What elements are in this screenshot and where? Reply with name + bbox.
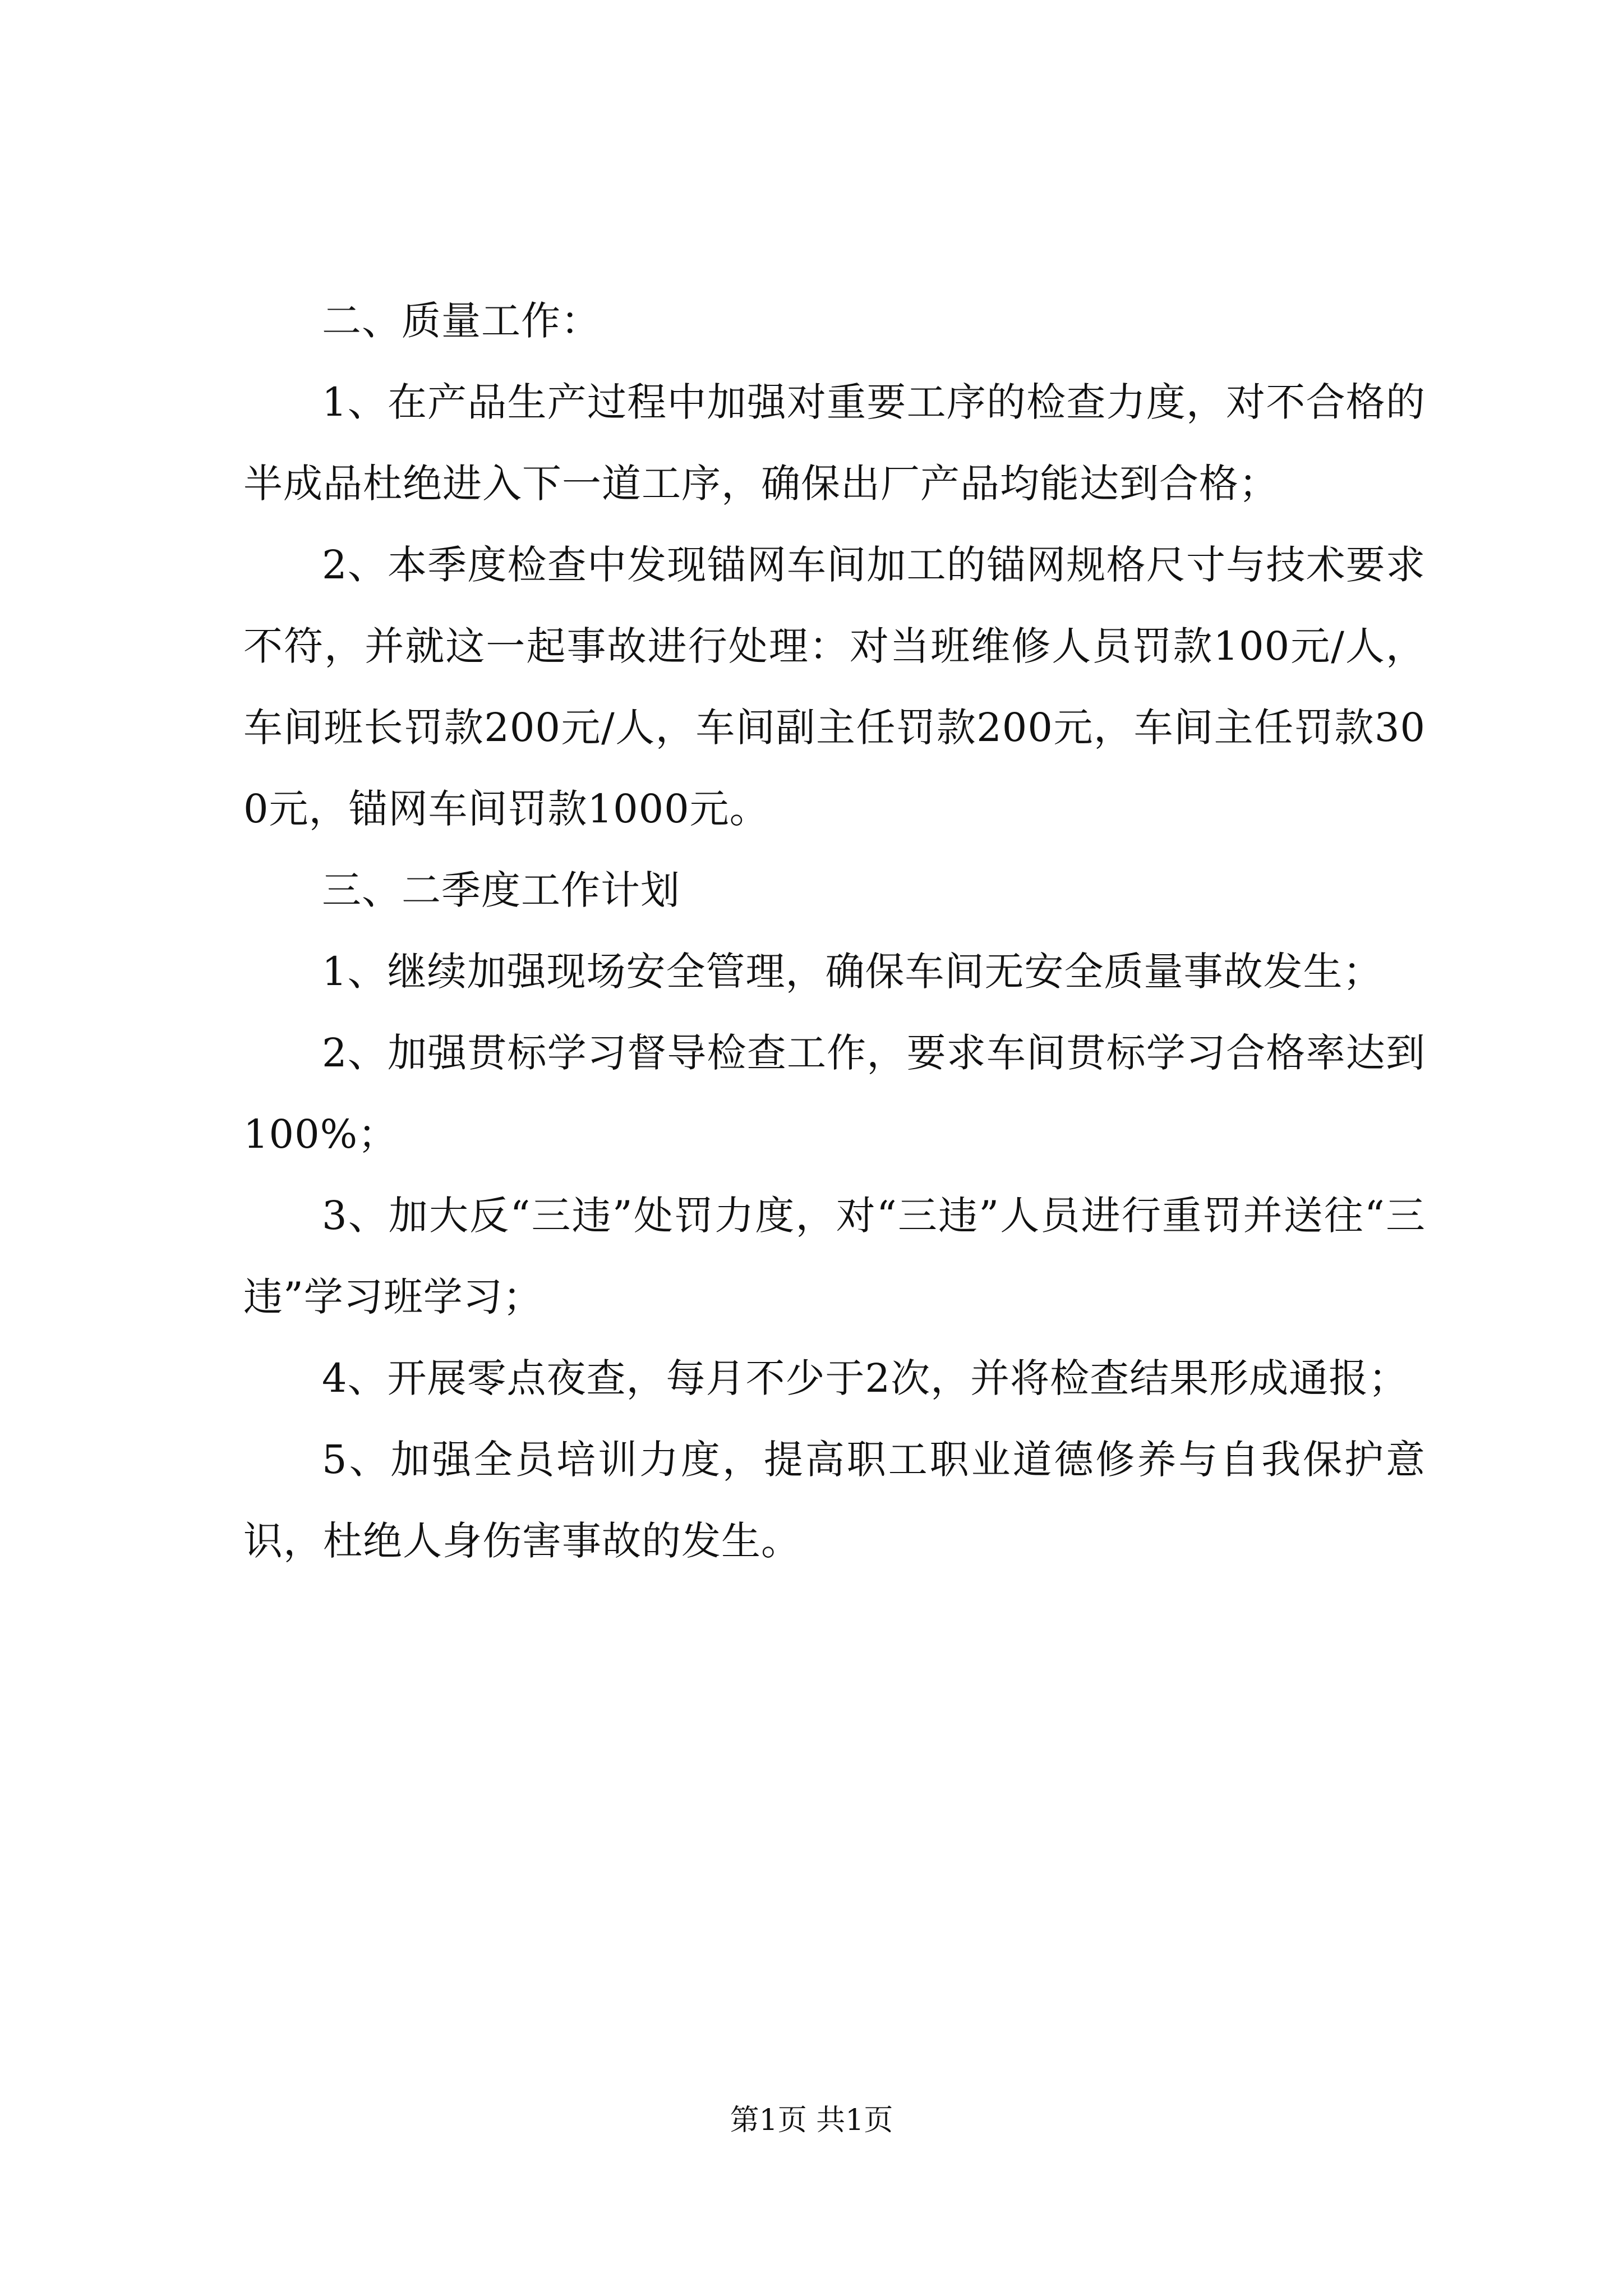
document-body xyxy=(243,280,1426,1582)
paragraph: 1、继续加强现场安全管理，确保车间无安全质量事故发生； xyxy=(322,949,1383,995)
paragraph: 2、加强贯标学习督导检查工作，要求车间贯标学习合格率达到100%； xyxy=(243,1030,1426,1157)
paragraph: 2、本季度检查中发现锚网车间加工的锚网规格尺寸与技术要求不符，并就这一起事故进行处理：对当班维修人员罚款100元/人，车间班长罚款200元/人，车间副主任罚款200元，车间主任罚款300元，锚网车间罚款1000元。 xyxy=(243,542,1426,832)
section-heading-quality: 二、质量工作： xyxy=(322,298,601,344)
paragraph: 5、加强全员培训力度，提高职工职业道德修养与自我保护意识，杜绝人身伤害事故的发生。 xyxy=(243,1437,1426,1564)
page-footer: 第1页 共1页 xyxy=(730,2104,893,2137)
paragraph: 3、加大反“三违”处罚力度，对“三违”人员进行重罚并送往“三违”学习班学习； xyxy=(243,1193,1426,1320)
paragraph: 1、在产品生产过程中加强对重要工序的检查力度，对不合格的半成品杜绝进入下一道工序，确保出厂产品均能达到合格； xyxy=(243,379,1426,507)
section-heading-plan: 三、二季度工作计划 xyxy=(322,867,680,913)
paragraph: 4、开展零点夜查，每月不少于2次，并将检查结果形成通报； xyxy=(322,1355,1409,1401)
